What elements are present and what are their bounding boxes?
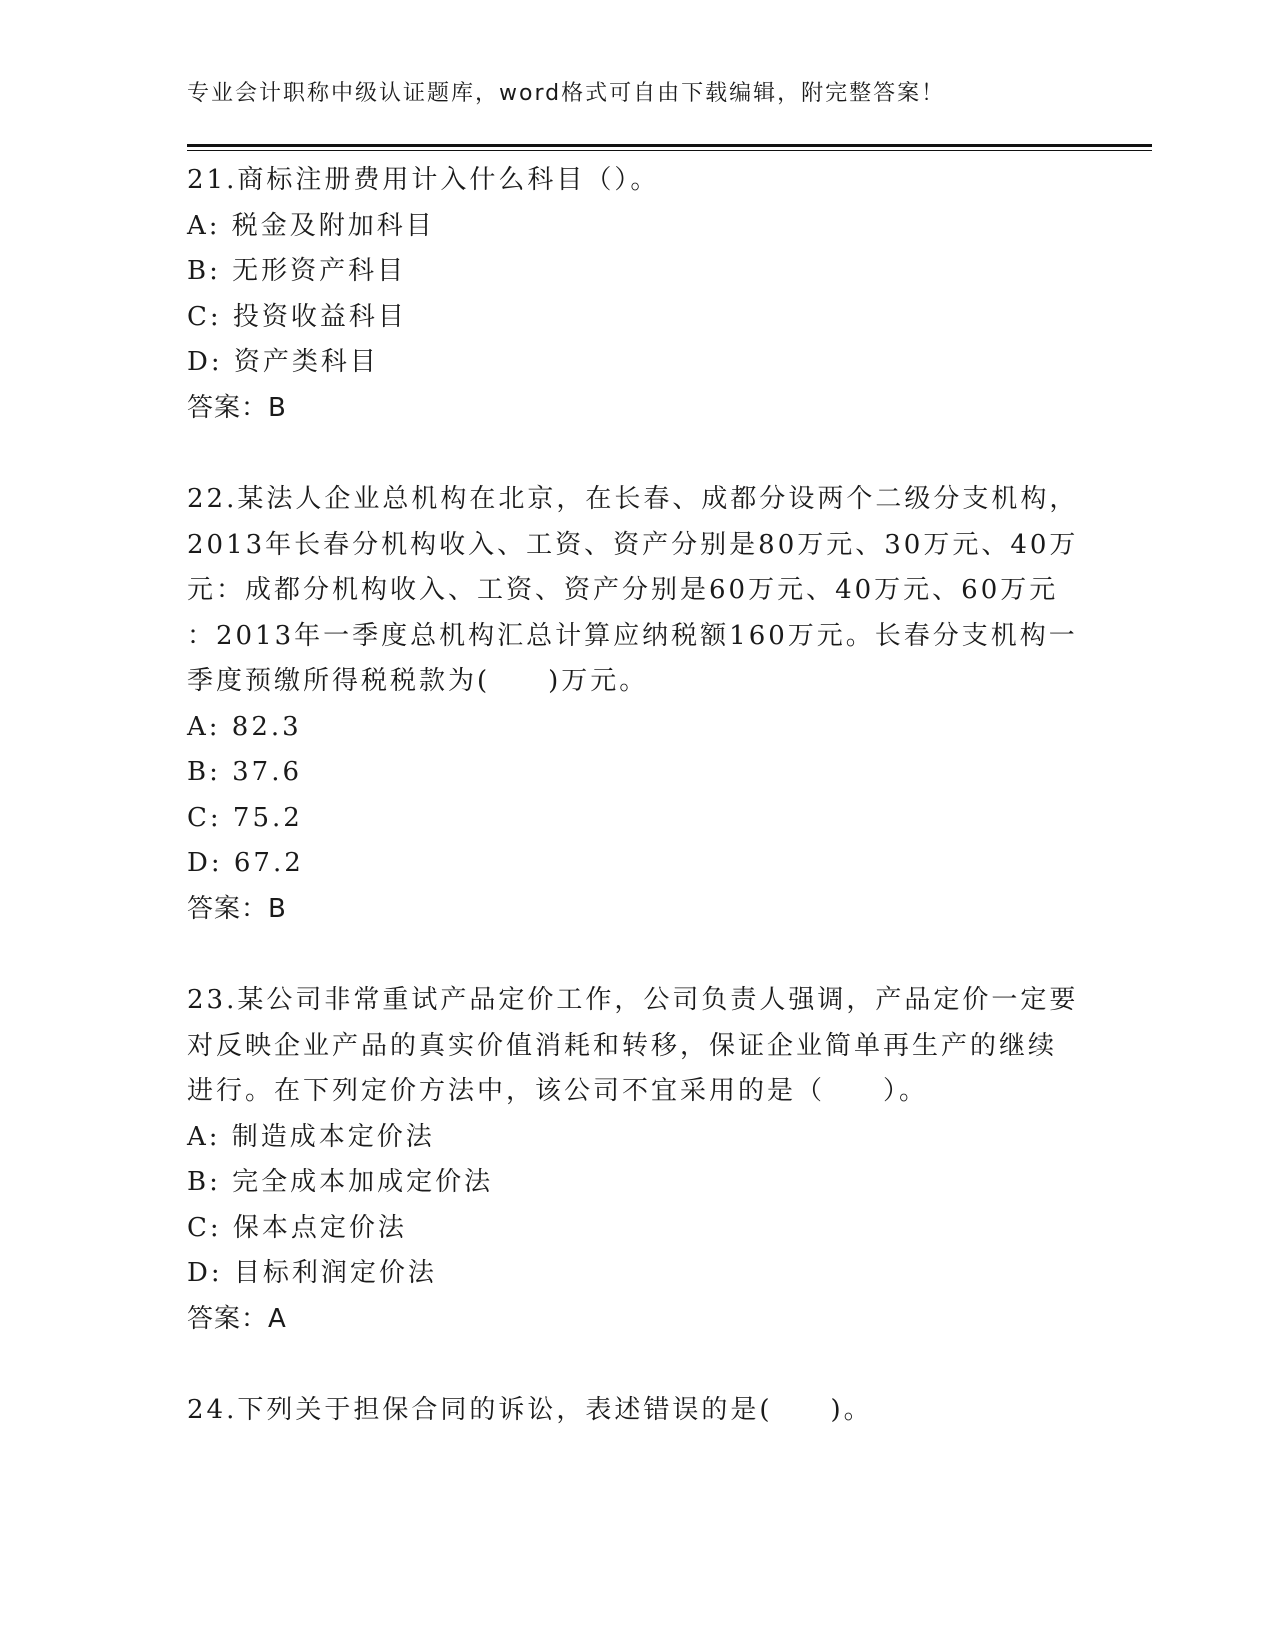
option-c: C: 投资收益科目 <box>187 301 407 332</box>
question-stem: 23.某公司非常重试产品定价工作，公司负责人强调，产品定价一定要 <box>187 985 1079 1015</box>
option-c: C: 保本点定价法 <box>187 1212 407 1243</box>
question-stem: 24.下列关于担保合同的诉讼，表述错误的是( )。 <box>187 1395 873 1425</box>
question-22 <box>187 477 1087 932</box>
option-c: C: 75.2 <box>187 802 303 833</box>
question-23 <box>187 978 1087 1342</box>
answer-line: 答案：B <box>187 392 287 423</box>
question-stem: 季度预缴所得税税款为( )万元。 <box>187 666 649 696</box>
question-24 <box>187 1388 1087 1434</box>
question-stem: 22.某法人企业总机构在北京，在长春、成都分设两个二级分支机构， <box>187 484 1079 514</box>
question-stem: 对反映企业产品的真实价值消耗和转移，保证企业简单再生产的继续 <box>187 1030 1058 1061</box>
answer-line: 答案：B <box>187 893 287 924</box>
question-stem: ：2013年一季度总机构汇总计算应纳税额160万元。长春分支机构一 <box>187 620 1078 651</box>
option-a: A: 82.3 <box>187 711 302 742</box>
option-d: D: 67.2 <box>187 848 304 878</box>
header-rule-thick <box>187 144 1152 147</box>
question-21 <box>187 158 1087 431</box>
question-stem: 元：成都分机构收入、工资、资产分别是60万元、40万元、60万元 <box>187 575 1059 605</box>
option-a: A: 制造成本定价法 <box>187 1121 435 1152</box>
option-a: A: 税金及附加科目 <box>187 210 435 241</box>
question-stem: 进行。在下列定价方法中，该公司不宜采用的是（ ）。 <box>187 1076 929 1106</box>
answer-line: 答案：A <box>187 1303 287 1334</box>
option-b: B: 无形资产科目 <box>187 256 407 286</box>
option-b: B: 37.6 <box>187 757 303 787</box>
option-d: D: 目标利润定价法 <box>187 1258 437 1288</box>
question-stem: 21.商标注册费用计入什么科目（）。 <box>187 165 660 195</box>
option-b: B: 完全成本加成定价法 <box>187 1167 494 1197</box>
page-header: 专业会计职称中级认证题库，word格式可自由下载编辑，附完整答案！ <box>187 81 946 106</box>
question-list <box>187 158 1087 1480</box>
header-rule-thin <box>187 150 1152 151</box>
question-stem: 2013年长春分机构收入、工资、资产分别是80万元、30万元、40万 <box>187 529 1079 560</box>
option-d: D: 资产类科目 <box>187 347 379 377</box>
